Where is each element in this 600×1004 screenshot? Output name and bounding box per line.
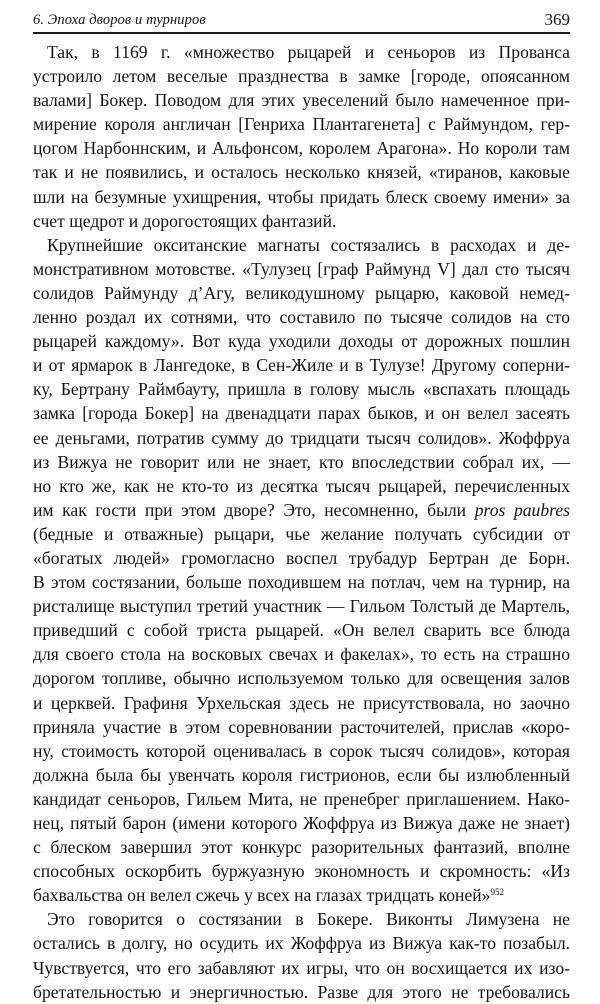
text-line: Чувствуется, что его забавляют их игры, что он восхищается их изо-: [33, 957, 570, 978]
text-line: Так, в 1169 г. «множество рыцарей и сеньоров из Прованса: [47, 42, 570, 62]
text-line: кандидат сеньоров, Гильем Мита, не пренебрег приглашением. Нако-: [33, 788, 570, 809]
text-line-with-italic: [33, 498, 570, 522]
paragraph-1: [33, 40, 570, 233]
text-line: счет щедрот и дорогостоящих фантазий.: [33, 210, 337, 231]
text-line: бретательностью и энергичностью. Разве для этого не требовались: [33, 981, 570, 1002]
text-line: «богатых людей» громогласно воспел трубадур Бертран де Борн.: [33, 547, 570, 568]
text-line: приведший с собой триста рыцарей. «Он велел сварить все блюда: [33, 620, 570, 641]
footnote-ref[interactable]: 952: [490, 887, 504, 898]
text-line: ку, Бертрану Раймбауту, пришла в голову мысль «вспахать площадь: [33, 379, 570, 400]
text-line: приняла участие в этом соревновании расточителей, прислав «коро-: [33, 716, 570, 737]
paragraph-2: [33, 233, 570, 908]
text-line: нец, пятый барон (имени которого Жоффруа из Вижуа даже не знает): [33, 813, 570, 833]
text-line: В этом состязании, больше походившем на потлач, чем на турнир, на: [33, 572, 570, 593]
text-line: цогом Нарбоннским, и Альфонсом, королем Арагона». Но короли там: [33, 138, 570, 159]
text-line: шли на безумные ухищрения, чтобы придать блеск своему имени» за: [33, 186, 570, 207]
text-line: ее деньгами, потратив сумму до тридцати тысяч солидов». Жоффруа: [33, 427, 570, 448]
text-line: солидов Раймунду д’Агу, великодушному рыцарю, каковой немед-: [33, 282, 570, 303]
text-line-with-footnote: [33, 883, 570, 907]
text-line: но кто же, как не кто-то из десятка тысяч рыцарей, перечисленных: [33, 475, 570, 496]
running-title: 6. Эпоха дворов и турниров: [33, 12, 206, 28]
text-segment: им как гости при этом дворе? Это, несомненно, были: [33, 499, 467, 520]
running-header: [33, 8, 570, 34]
text-line: рыцарей каждому». Вот куда уходили доходы от дорожных пошлин: [33, 331, 570, 352]
text-line: устроило летом веселые празднества в замке [городе, опоясанном: [33, 66, 570, 87]
text-line: мирение короля англичан [Генриха Плантагенета] с Раймундом, гер-: [33, 114, 570, 135]
text-line: ленно роздал их сотнями, что составило по тысяче солидов на сто: [33, 307, 570, 328]
text-line: валами] Бокер. Поводом для этих увеселений было намеченное при-: [33, 90, 570, 111]
text-line: способных оскорбить буржуазную экономность и скромность: «Из: [33, 861, 570, 882]
text-line: так и не появились, и осталось несколько князей, «тиранов, каковые: [33, 162, 570, 183]
text-line: ну, стоимость которой оценивалась в сорок тысяч солидов», которая: [33, 740, 570, 761]
paragraph-3: [33, 907, 570, 1003]
text-line: ристалище выступил третий участник — Гильом Толстый де Мартель,: [33, 596, 570, 617]
text-line: Крупнейшие окситанские магнаты состязались в расходах и де-: [47, 234, 570, 255]
italic-phrase: pros paubres: [474, 499, 570, 520]
text-line: и от ярмарок в Лангедоке, в Сен-Жиле и в Тулузе! Другому соперни-: [33, 355, 570, 376]
text-line: Это говорится о состязании в Бокере. Виконты Лимузена не: [47, 909, 570, 930]
text-line: остались в долгу, но осудить их Жоффруа из Вижуа как-то позабыл.: [33, 933, 570, 954]
text-line: для своего стола на восковых свечах и факелах», то есть на страшно: [33, 644, 570, 665]
text-line: из Вижуа не говорит или не знает, кто впоследствии собрал их, —: [33, 451, 570, 472]
text-line: и церквей. Графиня Урхельская здесь не присутствовала, но заочно: [33, 692, 570, 713]
text-line: должна была бы увенчать короля гистрионов, если бы излюбленный: [33, 764, 570, 785]
text-line: (бедные и отважные) рыцари, чье желание получать субсидии от: [33, 523, 570, 544]
text-line: дорогом топливе, обычно используемом только для освещения залов: [33, 668, 570, 689]
text-line: с блеском завершил этот конкурс разорительных фантазий, вполне: [33, 837, 570, 858]
text-segment: бахвальства он велел сжечь у всех на глазах тридцать коней»: [33, 885, 491, 906]
page-number: 369: [544, 10, 570, 29]
text-line: монстративном мотовстве. «Тулузец [граф Раймунд V] дал сто тысяч: [33, 258, 570, 279]
text-line: замка [города Бокер] на двенадцати парах быков, и он велел засеять: [33, 403, 570, 424]
body-text: [33, 40, 570, 1004]
